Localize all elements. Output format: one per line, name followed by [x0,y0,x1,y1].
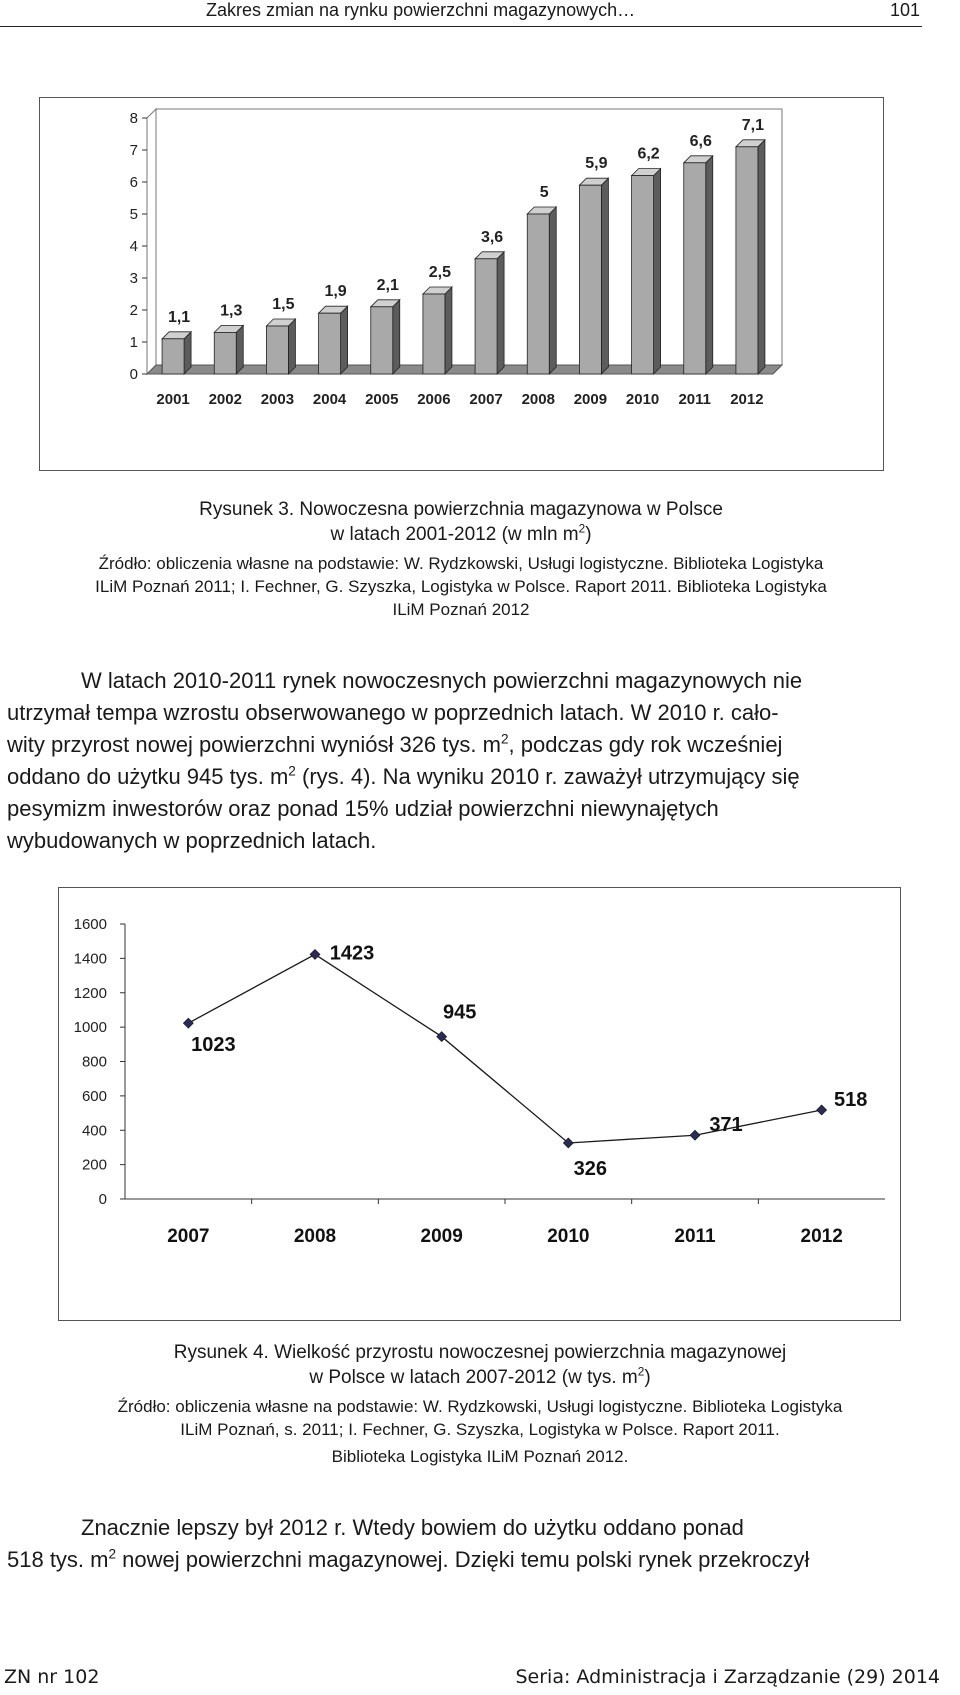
paragraph-2-line2-text: 518 tys. m [7,1547,109,1572]
bar-data-label: 1,1 [167,308,191,326]
x-axis-tick-label: 2001 [156,391,190,408]
data-label: 1423 [329,942,375,965]
paragraph-1-line2: utrzymał tempa wzrostu obserwowanego w poprzednich latach. W 2010 r. cało- [7,700,779,725]
y-axis-tick-label: 1 [129,334,138,351]
data-label: 518 [833,1088,868,1111]
bar [736,147,758,374]
figure-3-chart [39,97,884,471]
paragraph-1-line1: W latach 2010-2011 rynek nowoczesnych powierzchni magazynowych nie [81,668,803,693]
paragraph-1-line3 [7,729,922,761]
bar-side [445,287,452,374]
paragraph-1-line3-end: , podczas gdy rok wcześniej [508,732,783,757]
bar-chart [40,98,883,470]
bar-data-label: 2,5 [428,264,452,281]
data-point [310,949,320,959]
bar-side [341,306,348,374]
x-axis-tick-label: 2011 [678,391,712,408]
footer-series: Seria: Administracja i Zarządzanie (29) 2014 [515,1666,940,1688]
bar [319,313,341,374]
figure-4-caption-line2-end: ) [644,1367,651,1388]
y-axis-tick-label: 2 [129,302,138,319]
bar [632,176,654,374]
paragraph-1 [7,665,922,857]
figure-4-source-line3: Biblioteka Logistyka ILiM Poznań 2012. [331,1447,629,1466]
y-axis-tick-label: 8 [129,110,138,127]
x-axis-tick-label: 2008 [293,1226,337,1247]
y-axis-tick-label: 3 [129,270,138,287]
figure-3-source [0,552,922,621]
figure-3-caption-line2-text: w latach 2001-2012 (w mln m [330,524,579,545]
bar-data-label: 6,6 [689,132,712,150]
bar [579,185,601,374]
paragraph-1-line4-text: oddano do użytku 945 tys. m [7,764,289,789]
bar [371,307,393,374]
bar [475,259,497,374]
paragraph-1-line3-text: wity przyrost nowej powierzchni wyniósł 326 tys. m [7,732,501,757]
x-axis-tick-label: 2009 [420,1226,463,1247]
x-axis-tick-label: 2003 [260,391,295,408]
figure-3-source-line2: ILiM Poznań 2011; I. Fechner, G. Szyszka, Logistyka w Polsce. Raport 2011. Biblioteka Logistyka [95,577,827,596]
page-number: 101 [889,0,920,20]
page-footer [0,1664,960,1692]
bar-side [393,300,400,374]
data-label: 1023 [191,1034,236,1057]
x-axis-tick-label: 2010 [547,1226,590,1247]
figure-4-caption-line1: Rysunek 4. Wielkość przyrostu nowoczesnej powierzchnia magazynowej [173,1342,787,1363]
paragraph-1-line3-sup: 2 [500,731,509,747]
figure-3-source-line3: ILiM Poznań 2012 [392,600,530,619]
bar-data-label: 5,9 [585,155,608,173]
y-axis-tick-label: 1600 [73,916,107,933]
data-point [183,1018,193,1028]
bar-data-label: 3,6 [480,228,504,246]
x-axis-tick-label: 2010 [625,391,660,408]
figure-3-caption-sup: 2 [578,522,586,536]
x-axis-tick-label: 2007 [167,1226,210,1247]
y-axis-tick-label: 0 [98,1191,107,1208]
x-axis-tick-label: 2005 [365,391,399,408]
bar-data-label: 5 [539,184,549,201]
bar-side [758,140,765,374]
bar [527,214,549,374]
y-axis-tick-label: 1000 [73,1019,107,1037]
y-axis-tick-label: 800 [81,1053,107,1071]
y-axis-tick-label: 400 [81,1122,107,1140]
figure-4-source [0,1395,960,1468]
bar [214,332,236,374]
bar-chart-side-wall [147,109,156,374]
running-header [0,0,922,27]
figure-4-caption [0,1340,960,1390]
x-axis-tick-label: 2006 [417,391,451,408]
paragraph-2 [7,1512,953,1576]
y-axis-tick-label: 4 [129,238,138,255]
bar-data-label: 1,3 [220,302,243,320]
paragraph-2-line2-end: nowej powierzchni magazynowej. Dzięki temu polski rynek przekroczył [116,1547,810,1572]
figure-4-caption-line2-text: w Polsce w latach 2007-2012 (w tys. m [309,1367,638,1388]
figure-4-caption-sup: 2 [637,1365,645,1379]
figure-3-caption-line1: Rysunek 3. Nowoczesna powierzchnia magazynowa w Polsce [199,499,723,520]
figure-3-caption-line2 [0,522,922,547]
bar-data-label: 6,2 [637,145,660,163]
bar-side [236,325,243,374]
x-axis-tick-label: 2007 [469,391,503,408]
y-axis-tick-label: 1400 [73,950,107,968]
paragraph-1-line4 [7,761,922,793]
y-axis-tick-label: 1200 [73,984,107,1002]
x-axis-tick-label: 2004 [312,391,347,408]
bar-side [601,178,608,374]
figure-4-source-line1: Źródło: obliczenia własne na podstawie: W. Rydzkowski, Usługi logistyczne. Biblioteka Logistyka [117,1397,843,1416]
figure-4-chart [58,887,901,1321]
figure-4-caption-line2 [0,1365,960,1390]
y-axis-tick-label: 7 [129,142,138,159]
data-label: 371 [709,1114,743,1137]
bar [684,163,706,374]
line-chart [59,888,900,1320]
paragraph-1-line4-sup: 2 [288,763,296,779]
data-label: 326 [573,1157,608,1180]
y-axis-tick-label: 600 [81,1087,107,1105]
data-label: 945 [442,1001,477,1024]
figure-4-source-line2: ILiM Poznań, s. 2011; I. Fechner, G. Szyszka, Logistyka w Polsce. Raport 2011. [180,1420,780,1439]
paragraph-1-line6: wybudowanych w poprzednich latach. [7,828,377,853]
bar [266,326,288,374]
figure-3-caption [0,497,922,547]
figure-3-caption-line2-end: ) [585,524,592,545]
x-axis-tick-label: 2011 [674,1226,716,1247]
data-point [690,1130,700,1140]
x-axis-tick-label: 2012 [800,1226,843,1247]
paragraph-2-line1: Znacznie lepszy był 2012 r. Wtedy bowiem do użytku oddano ponad [81,1515,744,1540]
y-axis-tick-label: 200 [81,1156,107,1174]
paragraph-2-line2-sup: 2 [108,1546,117,1562]
bar-data-label: 1,5 [272,296,295,313]
bar [423,294,445,374]
bar-side [706,156,713,374]
paragraph-2-line2 [7,1544,953,1576]
bar-side [549,207,556,374]
bar-side [654,169,661,374]
bar [162,339,184,374]
x-axis-tick-label: 2009 [573,391,608,408]
x-axis-tick-label: 2002 [208,391,242,408]
paragraph-1-line5: pesymizm inwestorów oraz ponad 15% udział powierzchni niewynajętych [7,796,719,821]
y-axis-tick-label: 6 [129,174,138,191]
y-axis-tick-label: 5 [129,206,138,223]
x-axis-tick-label: 2012 [730,391,764,408]
x-axis-tick-label: 2008 [521,391,555,408]
figure-3-source-line1: Źródło: obliczenia własne na podstawie: W. Rydzkowski, Usługi logistyczne. Biblioteka Logistyka [98,554,824,573]
bar-data-label: 2,1 [376,276,399,294]
bar-data-label: 1,9 [324,283,347,301]
paragraph-1-line4-end: (rys. 4). Na wyniku 2010 r. zaważył utrzymujący się [295,764,800,789]
data-point [817,1105,827,1115]
bar-data-label: 7,1 [741,116,765,134]
y-axis-tick-label: 0 [129,366,138,383]
footer-journal-number: ZN nr 102 [4,1666,100,1688]
bar-side [288,319,295,374]
running-header-title: Zakres zmian na rynku powierzchni magazynowych… [206,0,636,20]
bar-side [497,252,504,374]
